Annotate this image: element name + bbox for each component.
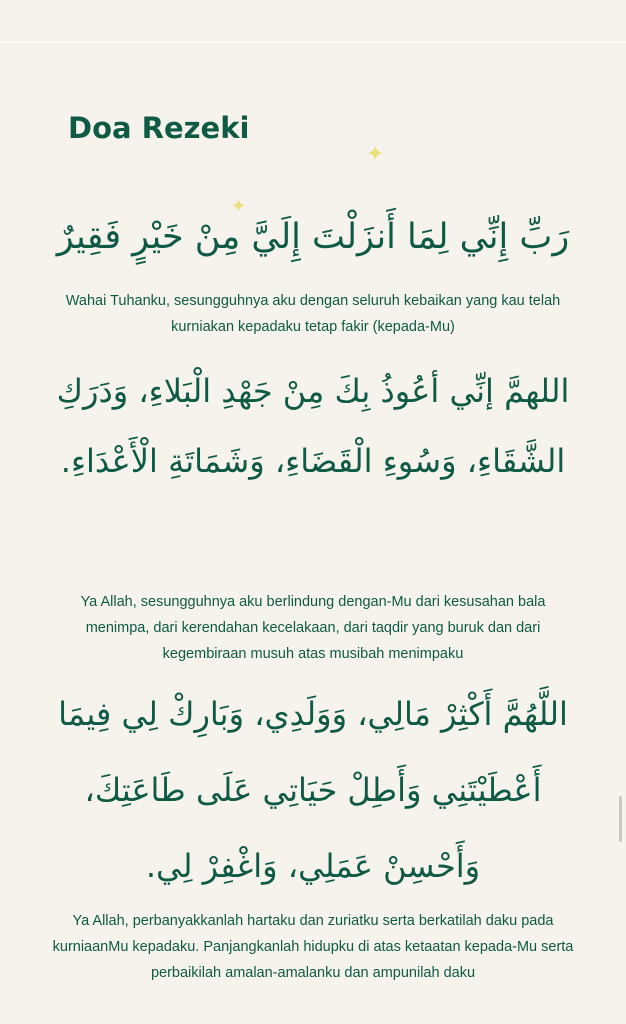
doa-translation-2: Ya Allah, sesungguhnya aku berlindung dengan-Mu dari kesusahan bala menimpa, dari kerendahan kecelakaan, dari taqdir yang buruk dan dari kegembiraan musuh atas musibah menimpaku [80, 594, 546, 662]
sparkle-icon: ✦ [231, 196, 247, 217]
doa-translation-3: Ya Allah, perbanyakkanlah hartaku dan zuriatku serta berkatilah daku pada kurniaanMu kepadaku. Panjangkanlah hidupku di atas ketaatan kepada-Mu serta perbaikilah amalan-amalanku dan ampunilah daku [52, 913, 574, 981]
scrollbar[interactable] [619, 796, 622, 842]
doa-arabic-1: رَبِّ إِنِّي لِمَا أَنزَلْتَ إِلَيَّ مِنْ خَيْرٍ فَقِيرٌ [56, 217, 570, 257]
doa-arabic-3: اللَّهُمَّ أَكْثِرْ مَالِي، وَوَلَدِي، وَبَارِكْ لِي فِيمَا أَعْطَيْتَنِي وَأَطِلْ حَيَاتِي عَلَى طَاعَتِكَ، وَأَحْسِنْ عَمَلِي، وَاغْفِرْ لِي. [58, 695, 568, 885]
page-title: Doa Rezeki [68, 111, 250, 145]
doa-arabic-2: اللهمَّ إنِّي أعُوذُ بِكَ مِنْ جَهْدِ الْبَلاءِ، وَدَرَكِ الشَّقَاءِ، وَسُوءِ الْقَضَاءِ، وَشَمَاتَةِ الْأَعْدَاءِ. [56, 372, 570, 480]
sparkle-icon: ✦ [366, 142, 385, 167]
top-divider [0, 42, 626, 43]
doa-translation-1: Wahai Tuhanku, sesungguhnya aku dengan seluruh kebaikan yang kau telah kurniakan kepadaku tetap fakir (kepada-Mu) [65, 293, 561, 335]
